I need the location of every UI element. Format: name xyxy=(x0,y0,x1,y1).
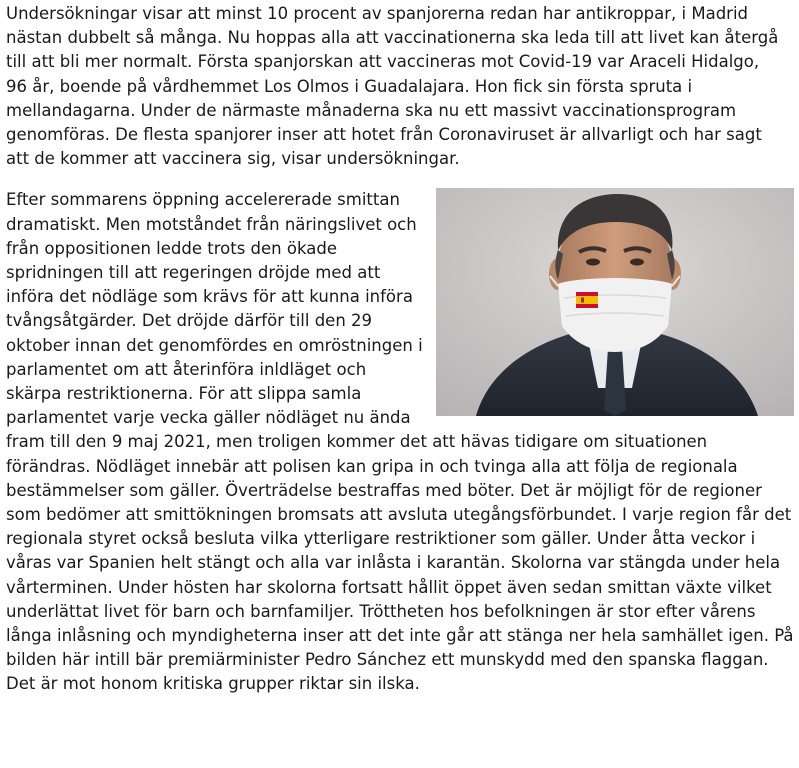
article xyxy=(6,2,796,697)
spanish-flag-icon xyxy=(576,292,598,308)
article-photo xyxy=(436,188,794,416)
paragraph-state-of-emergency xyxy=(6,188,796,696)
paragraph-text: Efter sommarens öppning accelererade smittan dramatiskt. Men motståndet från näringslivet och från oppositionen ledde trots den ökade spridningen till att regeringen dröjde med att införa det nödläge som krävs för att kunna införa tvångsåtgärder. Det dröjde därför till den 29 oktober innan det genomfördes en omröstningen i parlamentet om att återinföra inldläget och skärpa restriktionerna. För att slippa samla parlamentet varje vecka gäller nödläget nu ända fram till den 9 maj 2021, men troligen kommer det att hävas tidigare om situationen förändras. Nödläget innebär att polisen kan gripa in och tvinga alla att följa de regionala bestämmelser som gäller. Överträdelse bestraffas med böter. Det är möjligt för de regioner som bedömer att smittökningen bromsats att avsluta utegångsförbundet. I varje region får det regionala styret också besluta vilka ytterligare restriktioner som gäller. Under åtta veckor i våras var Spanien helt stängt och alla var inlåsta i karantän. Skolorna var stängda under hela vårterminen. Under hösten har skolorna fortsatt hållit öppet även sedan smittan växte vilket underlättat livet för barn och barnfamiljer. Tröttheten hos befolkningen är stor efter vårens långa inlåsning och myndigheterna inser att det inte går att stänga ner hela samhället igen. På bilden här intill bär premiärminister Pedro Sánchez ett munskydd med den spanska flaggan. Det är mot honom kritiska grupper riktar sin ilska. xyxy=(6,190,794,694)
photo-illustration xyxy=(436,188,794,416)
paragraph-vaccination: Undersökningar visar att minst 10 procent av spanjorerna redan har antikroppar, i Madrid nästan dubbelt så många. Nu hoppas alla att vaccinationerna ska leda till att livet kan återgå till att bli mer normalt. Första spanjorskan att vaccineras mot Covid-19 var Araceli Hidalgo, 96 år, boende på vårdhemmet Los Olmos i Guadalajara. Hon fick sin första spruta i mellandagarna. Under de närmaste månaderna ska nu ett massivt vaccinationsprogram genomföras. De flesta spanjorer inser att hotet från Coronaviruset är allvarligt och har sagt att de kommer att vaccinera sig, visar undersökningar. xyxy=(6,4,779,169)
